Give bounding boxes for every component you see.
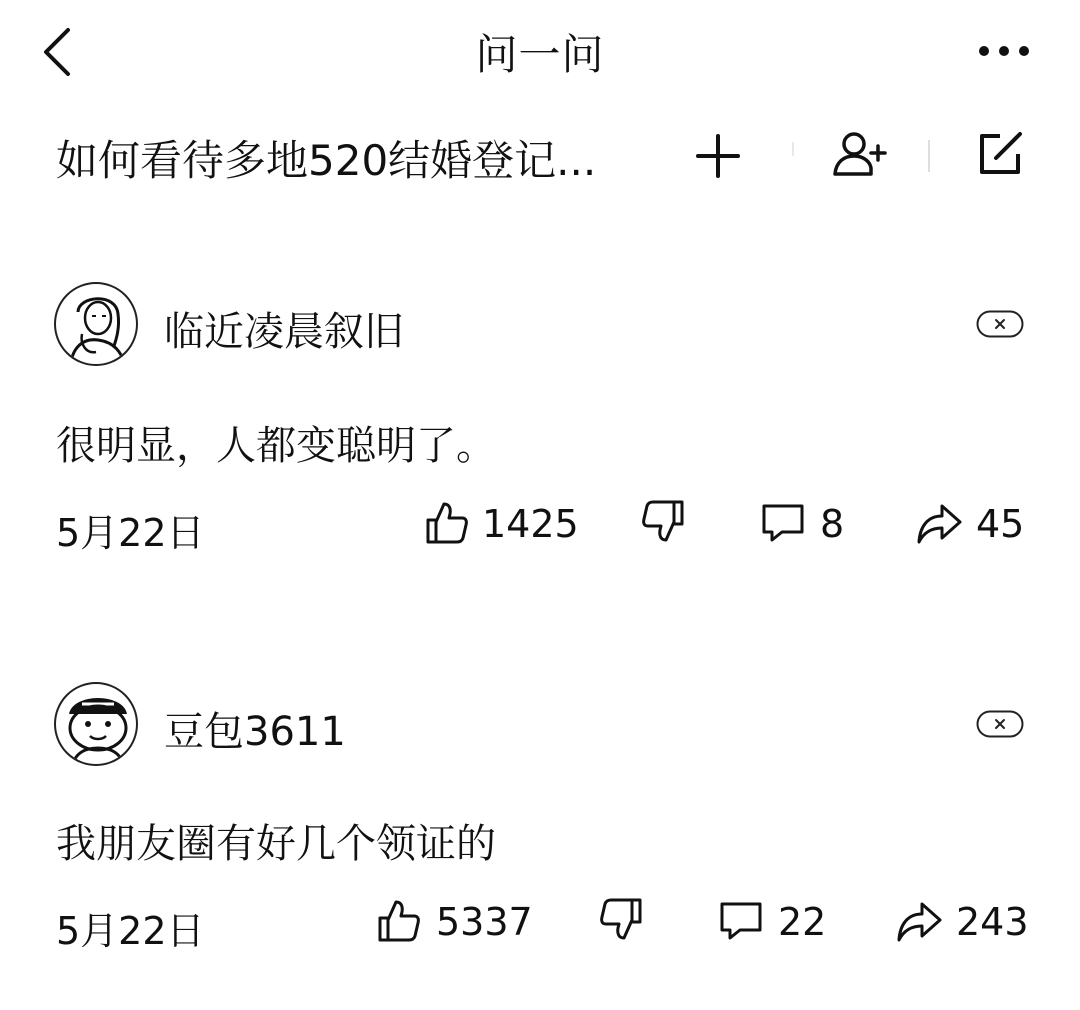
dismiss-button[interactable] (976, 310, 1024, 338)
answer-username[interactable]: 豆包3611 (164, 709, 346, 755)
dismiss-button[interactable] (976, 710, 1024, 738)
add-user-icon (830, 128, 890, 180)
write-answer-button[interactable] (974, 128, 1026, 180)
more-dots-icon (972, 36, 1036, 66)
divider (792, 142, 794, 156)
comment-button[interactable] (760, 500, 806, 546)
plus-icon (694, 132, 742, 180)
avatar[interactable] (54, 282, 138, 366)
thumbs-up-icon (376, 898, 422, 944)
answer-text[interactable]: 很明显，人都变聪明了。 (56, 423, 496, 469)
comment-icon (718, 898, 764, 944)
answer-username[interactable]: 临近凌晨叙旧 (164, 309, 404, 355)
more-button[interactable] (972, 36, 1036, 66)
dislike-button[interactable] (640, 498, 686, 544)
comment-count: 22 (778, 900, 827, 944)
thumbs-up-icon (424, 500, 470, 546)
comment-button[interactable] (718, 898, 764, 944)
invite-answer-button[interactable] (830, 128, 890, 180)
divider (928, 140, 930, 172)
edit-icon (974, 128, 1026, 180)
share-button[interactable] (916, 500, 962, 546)
close-icon (976, 710, 1024, 738)
follow-question-button[interactable] (694, 132, 742, 180)
comment-count: 8 (820, 502, 845, 546)
share-count: 45 (976, 502, 1025, 546)
like-count: 1425 (482, 502, 579, 546)
avatar[interactable] (54, 682, 138, 766)
question-title[interactable]: 如何看待多地520结婚登记... (56, 136, 597, 185)
dislike-button[interactable] (598, 896, 644, 942)
like-count: 5337 (436, 900, 533, 944)
thumbs-down-icon (640, 498, 686, 544)
page-title: 问一问 (475, 30, 605, 79)
answer-text[interactable]: 我朋友圈有好几个领证的 (56, 821, 496, 867)
thumbs-down-icon (598, 896, 644, 942)
share-count: 243 (956, 900, 1029, 944)
close-icon (976, 310, 1024, 338)
answer-date: 5月22日 (56, 511, 205, 555)
share-icon (916, 500, 962, 546)
share-icon (896, 898, 942, 944)
comment-icon (760, 500, 806, 546)
like-button[interactable] (424, 500, 470, 546)
answer-date: 5月22日 (56, 909, 205, 953)
share-button[interactable] (896, 898, 942, 944)
like-button[interactable] (376, 898, 422, 944)
